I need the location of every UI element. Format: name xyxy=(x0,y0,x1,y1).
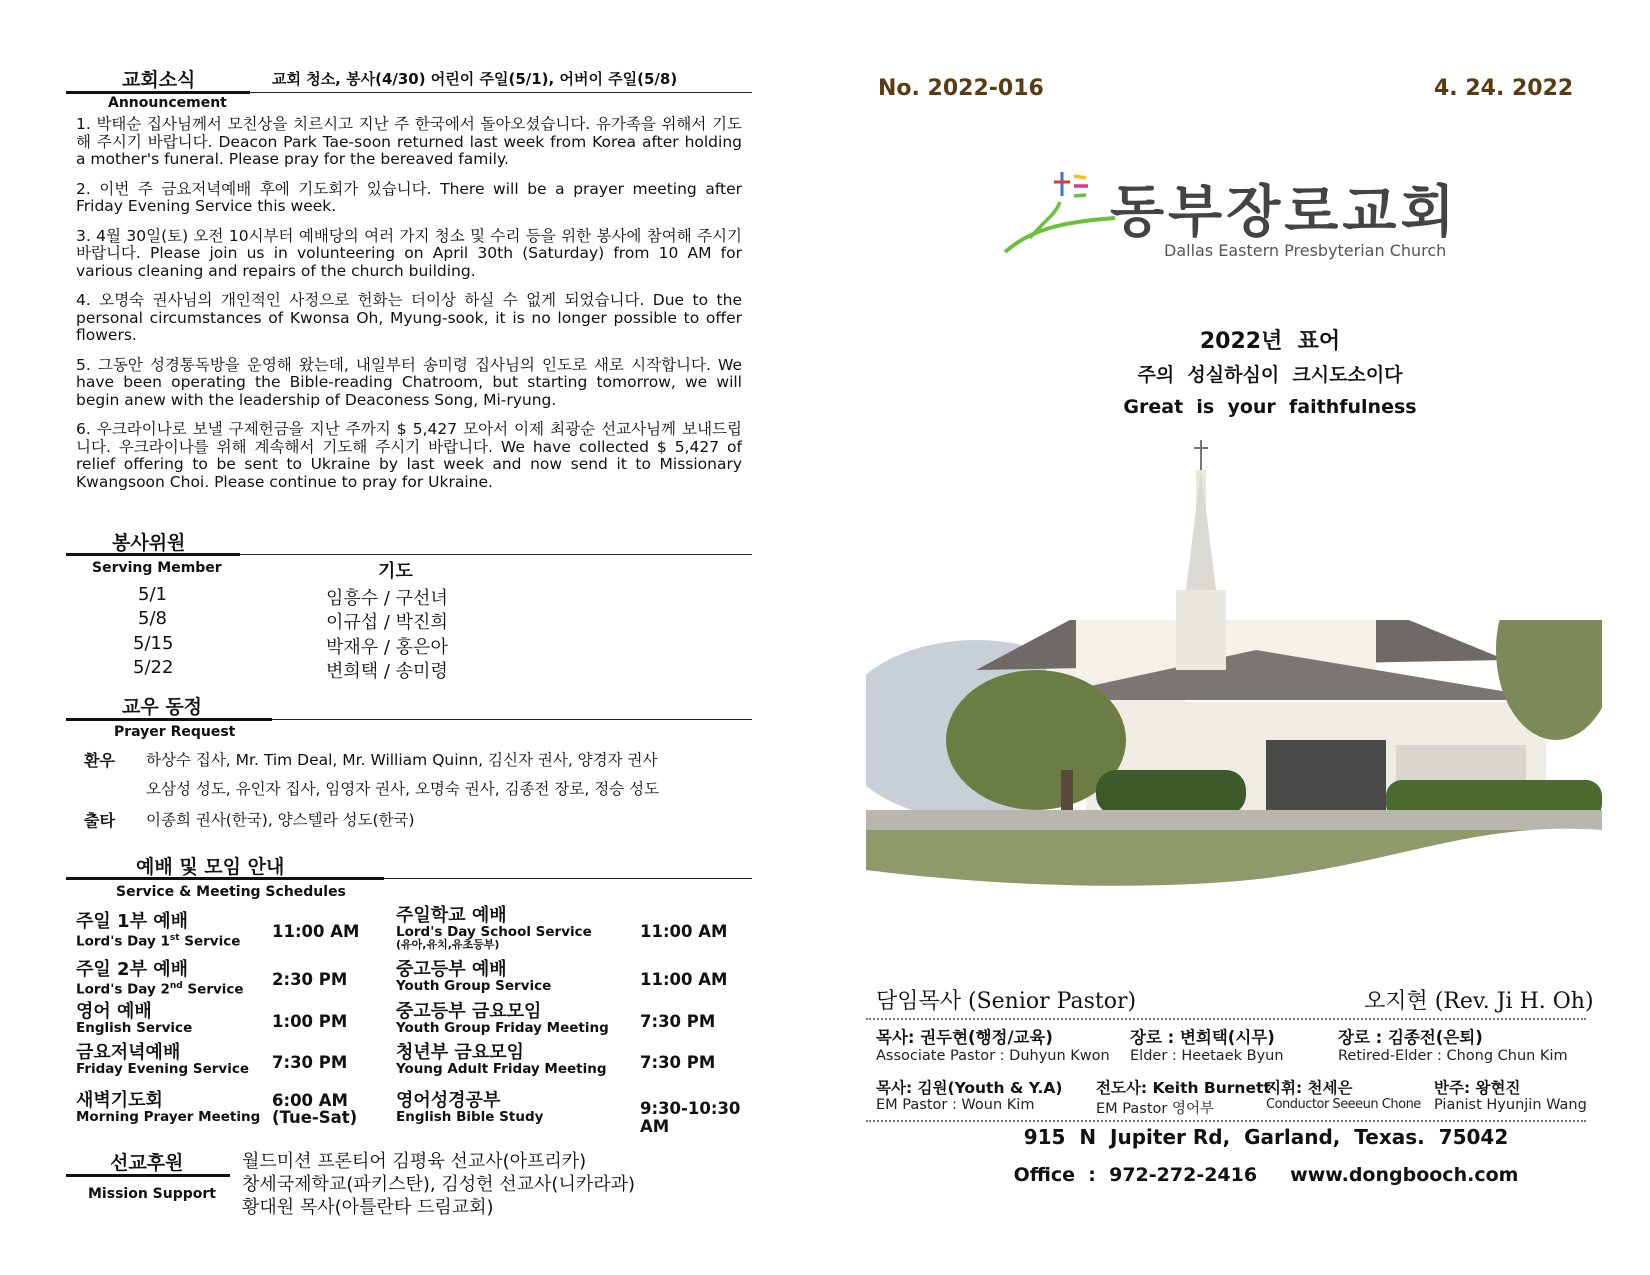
service-item xyxy=(396,960,551,993)
service-time: 11:00 AM xyxy=(272,922,360,941)
bulletin-date: 4. 24. 2022 xyxy=(1434,76,1574,101)
prayer-rule xyxy=(272,719,752,720)
service-name-ko: 금요저녁예배 xyxy=(76,1042,181,1063)
service-time: 11:00 AM xyxy=(640,922,728,941)
announcement-list xyxy=(76,116,742,503)
service-time: 11:00 AM xyxy=(640,970,728,989)
staff-role-en: Conductor Seeeun Chone xyxy=(1266,1097,1421,1112)
prayer-subtitle: Prayer Request xyxy=(114,724,236,740)
service-item xyxy=(396,1002,609,1035)
service-time: 7:30 PM xyxy=(640,1012,716,1031)
service-name-en: Friday Evening Service xyxy=(76,1061,250,1077)
service-name-ko: 중고등부 예배 xyxy=(396,959,507,980)
staff-role-en: Associate Pastor : Duhyun Kwon xyxy=(876,1048,1110,1064)
senior-pastor-name: 오지현 (Rev. Ji H. Oh) xyxy=(1364,989,1594,1014)
service-name-ko: 새벽기도회 xyxy=(76,1090,163,1111)
service-name-en: Lord's Day School Service xyxy=(396,924,592,940)
travel-label: 출타 xyxy=(84,811,115,830)
news-headline: 교회 청소, 봉사(4/30) 어린이 주일(5/1), 어버이 주일(5/8) xyxy=(272,70,678,88)
service-name-en: Young Adult Friday Meeting xyxy=(396,1061,607,1077)
announcement-item: 5. 그동안 성경통독방을 운영해 왔는데, 내일부터 송미령 집사님의 인도로 새로 시작합니다. We have been operating the Bible-reading Chatroom, but starting tomorrow, we will begin anew with the leadership of Deaconess Song, Mi-ryung. xyxy=(76,355,742,409)
news-subtitle: Announcement xyxy=(108,95,227,111)
news-rule xyxy=(250,92,752,93)
services-title: 예배 및 모임 안내 xyxy=(136,856,285,878)
sick-list-line2: 오삼성 성도, 유인자 집사, 임영자 권사, 오명숙 권사, 김종전 장로, 정승 성도 xyxy=(146,780,660,798)
service-name-en: Lord's Day 1st Service xyxy=(76,933,241,950)
service-name-en: English Service xyxy=(76,1020,193,1036)
announcement-item: 1. 박태순 집사님께서 모친상을 치르시고 지난 주 한국에서 돌아오셨습니다. 유가족을 위해서 기도해 주시기 바랍니다. Deacon Park Tae-soon returned last week from Korea after holding a mother's funeral. Please pray for the bereaved family. xyxy=(76,115,742,168)
service-item xyxy=(396,906,592,950)
motto-english: Great is your faithfulness xyxy=(1123,396,1417,418)
service-item xyxy=(76,1043,249,1076)
service-item xyxy=(76,1002,192,1035)
staff-role: 목사: 김원(Youth & Y.A) xyxy=(876,1079,1063,1097)
serving-names: 박재우 / 홍은아 xyxy=(326,637,448,658)
address-divider xyxy=(866,1120,1586,1122)
staff-role: 반주: 왕현진 xyxy=(1434,1079,1521,1097)
service-item xyxy=(76,1091,260,1124)
service-name-ko: 영어 예배 xyxy=(76,1001,152,1022)
service-time: 7:30 PM xyxy=(272,1053,348,1072)
staff-role-en: Retired-Elder : Chong Chun Kim xyxy=(1338,1048,1568,1064)
logo-english-name: Dallas Eastern Presbyterian Church xyxy=(1164,241,1447,260)
motto-korean: 주의 성실하심이 크시도소이다 xyxy=(1137,364,1403,386)
serving-rule xyxy=(240,554,752,555)
staff-role-en: EM Pastor 영어부 xyxy=(1096,1101,1214,1117)
news-title: 교회소식 xyxy=(122,69,196,91)
services-subtitle: Service & Meeting Schedules xyxy=(116,884,346,900)
services-rule-thick xyxy=(66,877,384,880)
service-item xyxy=(76,912,240,949)
staff-role: 장로 : 변희택(시무) xyxy=(1130,1028,1275,1047)
church-logo xyxy=(1000,160,1480,270)
staff-role-en: Elder : Heetaek Byun xyxy=(1130,1048,1284,1064)
travel-list: 이종희 권사(한국), 양스텔라 성도(한국) xyxy=(146,811,415,829)
staff-role: 지휘: 천세은 xyxy=(1266,1079,1353,1097)
serving-date: 5/15 xyxy=(133,633,174,654)
staff-role-en: EM Pastor : Woun Kim xyxy=(876,1097,1035,1113)
mission-item: 월드미션 프론티어 김평육 선교사(아프리카) xyxy=(242,1151,587,1172)
services-rule xyxy=(384,878,752,879)
serving-names: 변희택 / 송미령 xyxy=(326,661,448,682)
service-note: (유아,유치,유초등부) xyxy=(396,938,500,951)
announcement-item: 6. 우크라이나로 보낼 구제헌금을 지난 주까지 $ 5,427 모아서 이제 최광순 선교사님께 보내드립니다. 우크라이나를 위해 계속해서 기도해 주시기 바랍니다. We have collected $ 5,427 of relief offering to be sent to Ukraine by last week and now send it to Missionary Kwangsoon Choi. Please continue to pray for Ukraine. xyxy=(76,420,742,491)
news-rule-thick xyxy=(66,91,250,94)
mission-rule-thick xyxy=(66,1174,230,1177)
prayer-rule-thick xyxy=(66,718,272,721)
staff-divider xyxy=(866,1018,1586,1020)
serving-names: 이규섭 / 박진희 xyxy=(326,612,448,633)
service-name-ko: 주일 2부 예배 xyxy=(76,959,188,980)
serving-date: 5/22 xyxy=(133,657,174,678)
serving-column-header: 기도 xyxy=(378,561,413,582)
service-name-en: Youth Group Friday Meeting xyxy=(396,1020,609,1036)
service-name-ko: 중고등부 금요모임 xyxy=(396,1001,542,1022)
logo-swoosh-icon xyxy=(1000,160,1120,260)
mission-title: 선교후원 xyxy=(110,1152,184,1174)
serving-names: 임흥수 / 구선녀 xyxy=(326,588,448,609)
serving-subtitle: Serving Member xyxy=(92,560,222,576)
announcement-item: 4. 오명숙 권사님의 개인적인 사정으로 헌화는 더이상 하실 수 없게 되었습니다. Due to the personal circumstances of Kwonsa Oh, Myung-sook, it is no longer possible to offer flowers. xyxy=(76,291,742,344)
service-name-ko: 영어성경공부 xyxy=(396,1090,501,1111)
staff-role-en: Pianist Hyunjin Wang xyxy=(1434,1097,1587,1113)
service-time: 9:30-10:30 AM xyxy=(640,1099,741,1136)
service-name-ko: 주일 1부 예배 xyxy=(76,911,188,932)
mission-subtitle: Mission Support xyxy=(88,1186,216,1202)
serving-rule-thick xyxy=(66,553,240,556)
mission-item: 창세국제학교(파키스탄), 김성헌 선교사(니카라과) xyxy=(242,1174,636,1195)
serving-date: 5/8 xyxy=(138,608,167,629)
church-building-photo xyxy=(866,440,1602,902)
mission-item: 황대원 목사(아틀란타 드림교회) xyxy=(242,1197,494,1218)
sick-label: 환우 xyxy=(84,751,115,770)
motto-year: 2022년 표어 xyxy=(1199,329,1341,354)
service-name-en: Youth Group Service xyxy=(396,978,552,994)
service-name-en: Morning Prayer Meeting xyxy=(76,1109,261,1125)
service-time: 2:30 PM xyxy=(272,970,348,989)
service-item xyxy=(396,1091,543,1124)
service-name-ko: 청년부 금요모임 xyxy=(396,1042,524,1063)
staff-role: 장로 : 김종전(은퇴) xyxy=(1338,1028,1483,1047)
logo-korean-name: 동부장로교회 xyxy=(1110,180,1459,245)
service-time: 6:00 AM (Tue-Sat) xyxy=(272,1091,358,1127)
service-item xyxy=(396,1043,607,1076)
service-item xyxy=(76,960,244,997)
sick-list-line1: 하상수 집사, Mr. Tim Deal, Mr. William Quinn, 김신자 권사, 양경자 권사 xyxy=(146,751,658,769)
service-name-en: Lord's Day 2nd Service xyxy=(76,981,244,998)
service-name-en: English Bible Study xyxy=(396,1109,544,1125)
church-address: 915 N Jupiter Rd, Garland, Texas. 75042 xyxy=(1023,1125,1509,1149)
service-time: 7:30 PM xyxy=(640,1053,716,1072)
service-name-ko: 주일학교 예배 xyxy=(396,905,507,926)
senior-pastor-title: 담임목사 (Senior Pastor) xyxy=(876,989,1137,1014)
staff-role: 목사: 권두현(행정/교육) xyxy=(876,1028,1053,1047)
serving-title: 봉사위원 xyxy=(112,532,186,554)
bulletin-number: No. 2022-016 xyxy=(878,76,1044,101)
service-time: 1:00 PM xyxy=(272,1012,348,1031)
staff-role: 전도사: Keith Burnett xyxy=(1096,1079,1271,1097)
serving-date: 5/1 xyxy=(138,584,167,605)
church-contact: Office : 972-272-2416 www.dongbooch.com xyxy=(1013,1164,1519,1186)
prayer-title: 교우 동정 xyxy=(122,696,203,718)
announcement-item: 2. 이번 주 금요저녁예배 후에 기도회가 있습니다. There will be a prayer meeting after Friday Evening Service this week. xyxy=(76,179,742,215)
announcement-item: 3. 4월 30일(토) 오전 10시부터 예배당의 여러 가지 청소 및 수리 등을 위한 봉사에 참여해 주시기 바랍니다. Please join us in volunteering on April 30th (Saturday) from 10 AM for various cleaning and repairs of the church building. xyxy=(76,226,742,280)
